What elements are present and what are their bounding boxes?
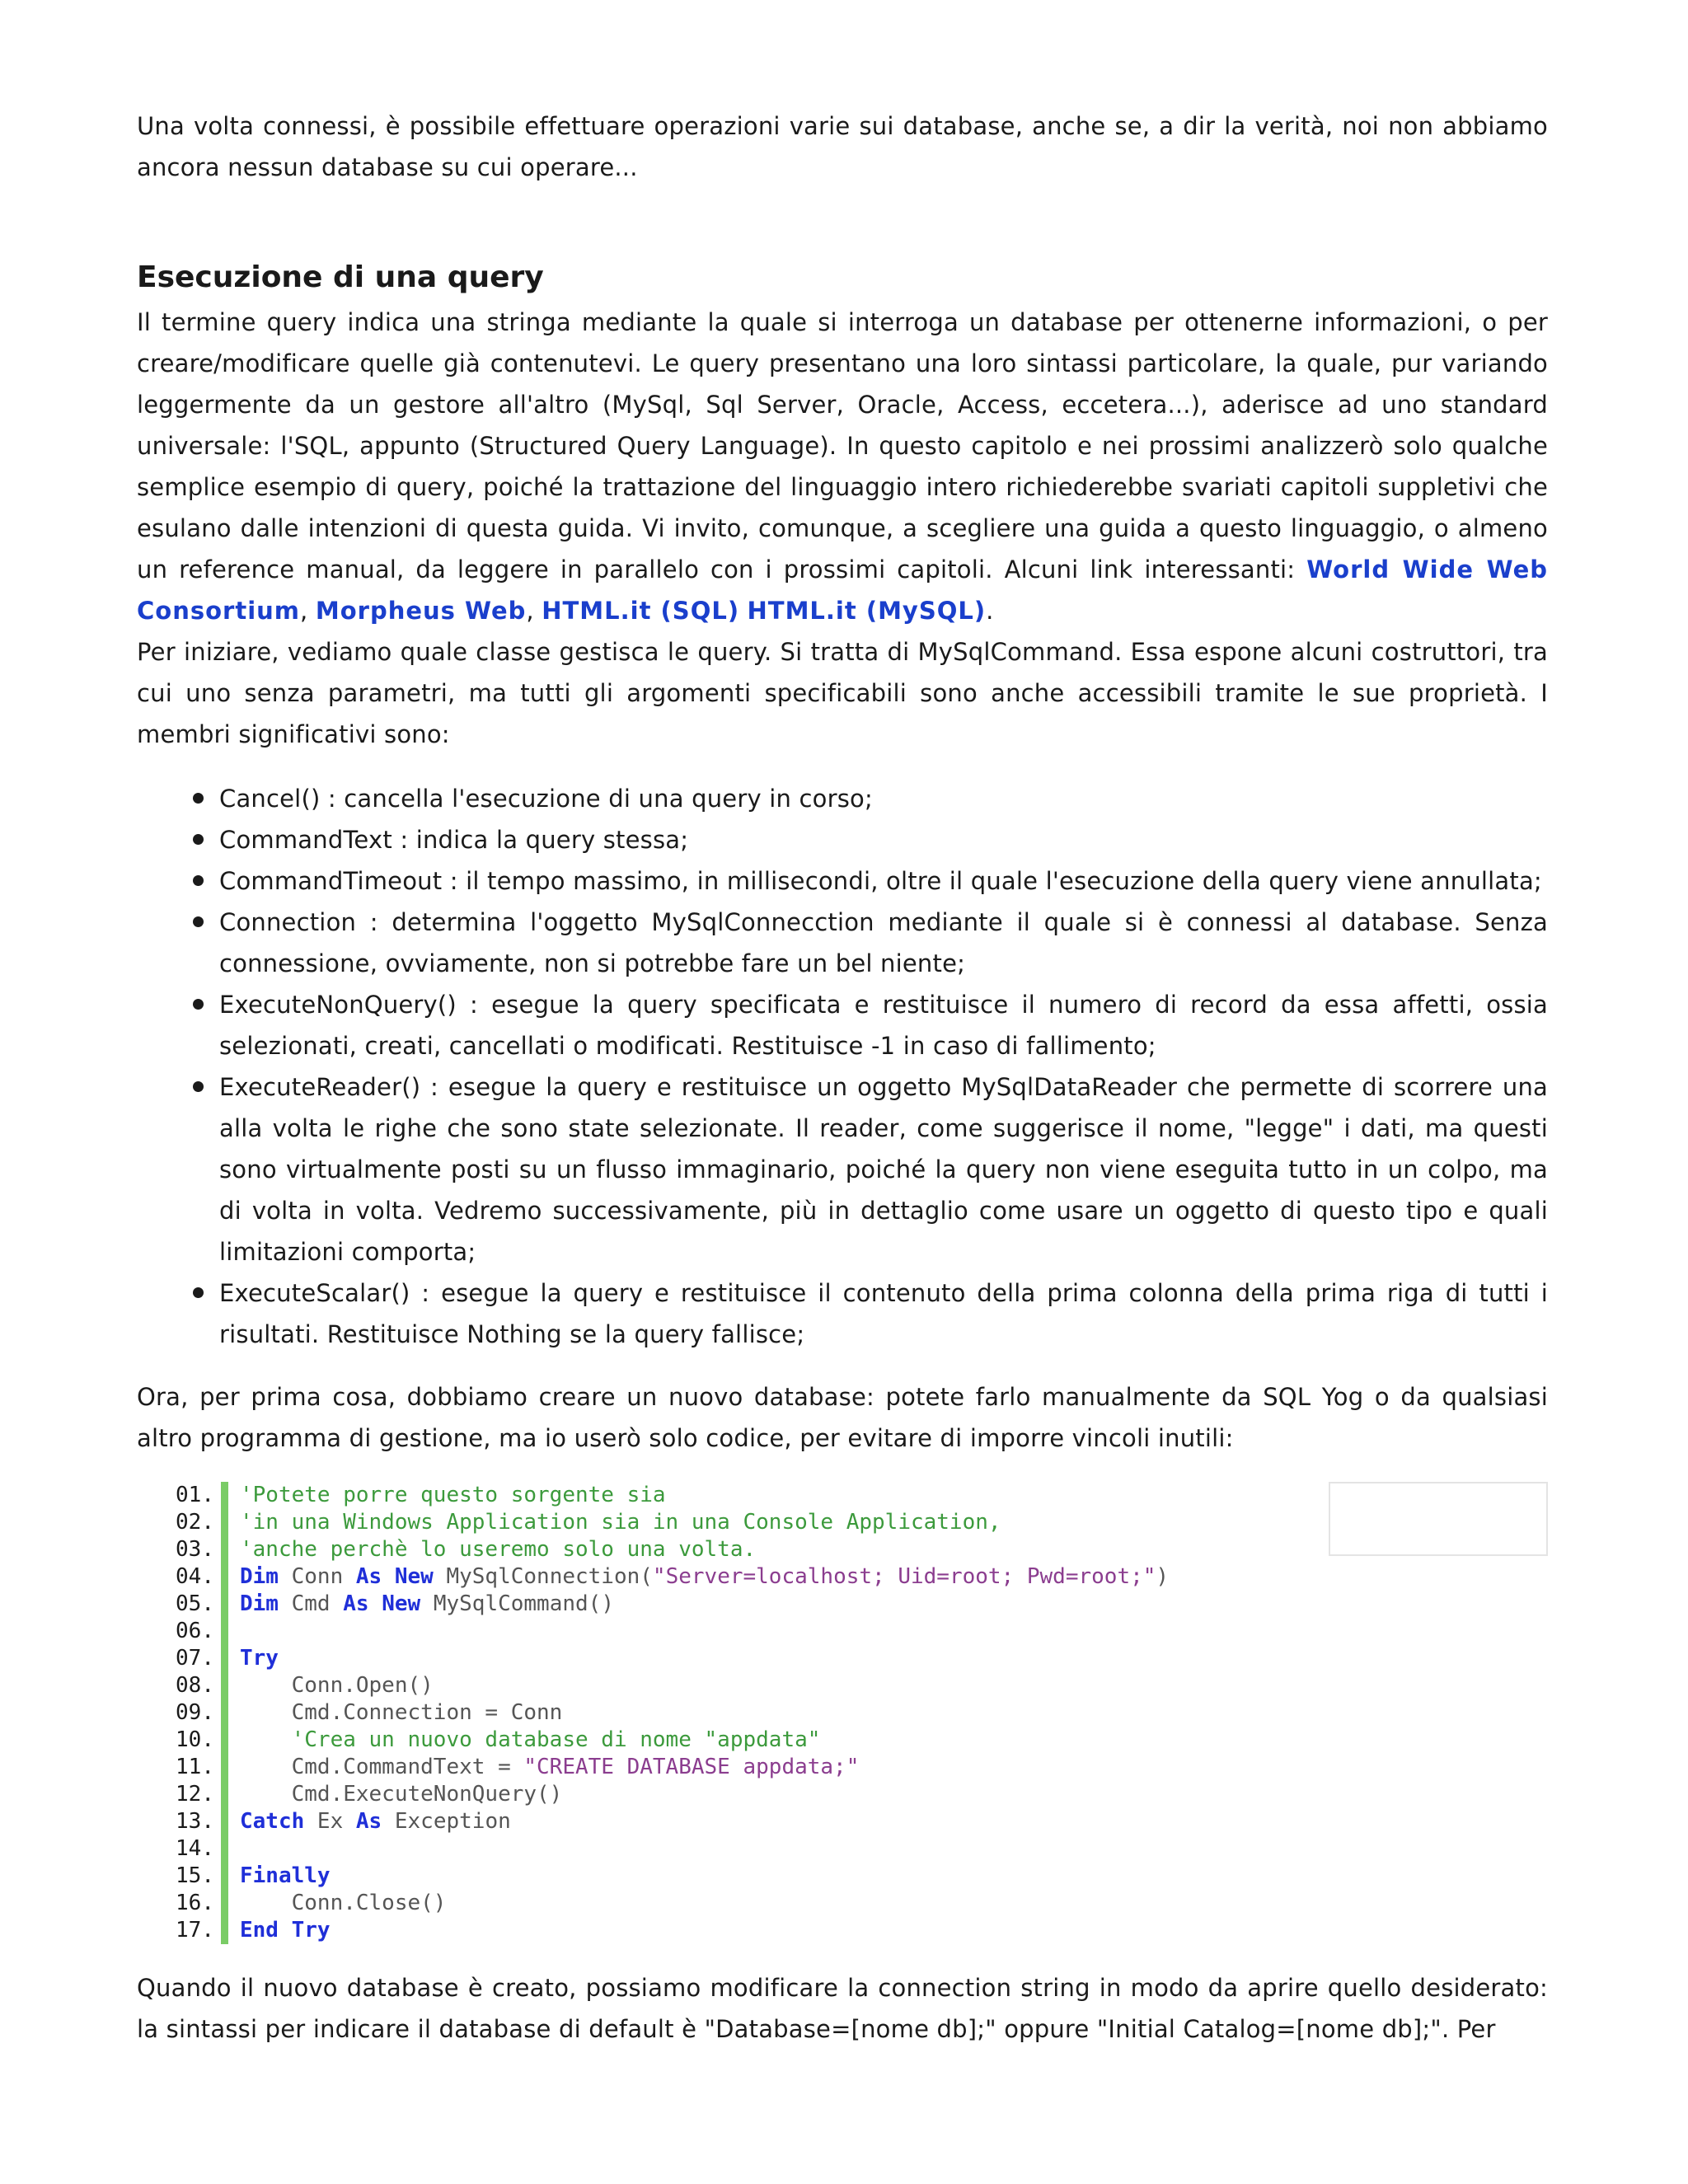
code-line: [170, 1563, 1548, 1591]
code-gutter-bar: [221, 1890, 228, 1917]
code-token-plain: Ex: [304, 1809, 356, 1834]
create-database-paragraph: Ora, per prima cosa, dobbiamo creare un nuovo database: potete farlo manualmente da SQL Yog o da qualsiasi altro programma di gestione, ma io userò solo codice, per evitare di imporre vincoli inutili:: [137, 1383, 1548, 1452]
line-number: 10.: [176, 1727, 214, 1752]
line-number: 14.: [176, 1836, 214, 1861]
code-token-plain: Conn.Open(): [240, 1673, 434, 1698]
list-item: CommandText : indica la query stessa;: [219, 819, 1548, 860]
code-token-kw: As: [355, 1809, 382, 1834]
code-line: [170, 1863, 1548, 1890]
line-number: 17.: [176, 1918, 214, 1943]
code-gutter-bar: [221, 1835, 228, 1863]
code-line: [170, 1645, 1548, 1672]
code-line: [170, 1618, 1548, 1645]
line-number: 07.: [176, 1646, 214, 1671]
code-gutter-bar: [221, 1563, 228, 1591]
line-number: 01.: [176, 1483, 214, 1507]
link-morpheus-web[interactable]: Morpheus Web: [315, 597, 527, 625]
code-source: [240, 1482, 666, 1509]
code-source: [240, 1808, 511, 1835]
code-token-kw: Try: [240, 1646, 279, 1671]
code-gutter-bar: [221, 1482, 228, 1509]
code-token-plain: Cmd: [278, 1591, 344, 1616]
code-token-plain: MySqlConnection(: [433, 1564, 653, 1589]
query-definition-paragraph: [137, 302, 1548, 631]
code-token-comment: 'Crea un nuovo database di nome "appdata": [240, 1727, 821, 1752]
code-toolbar-box: [1329, 1482, 1548, 1556]
link-separator: [739, 597, 747, 625]
connection-string-paragraph: Quando il nuovo database è creato, possiamo modificare la connection string in modo da aprire quello desiderato: la sintassi per indicare il database di default è "Database=[nome db];" oppure "Initial Catalog=[nome db];". Per: [137, 1974, 1548, 2043]
mysqlcommand-paragraph: Per iniziare, vediamo quale classe gestisca le query. Si tratta di MySqlCommand. Essa espone alcuni costruttori, tra cui uno senza parametri, ma tutti gli argomenti specificabili sono anche accessibili tramite le sue proprietà. I membri significativi sono:: [137, 638, 1548, 748]
line-number: 11.: [176, 1755, 214, 1779]
line-number: 04.: [176, 1564, 214, 1589]
code-line: [170, 1808, 1548, 1835]
code-source: [240, 1754, 859, 1781]
code-token-kw: End Try: [240, 1918, 331, 1943]
code-source: [240, 1536, 756, 1563]
link-separator: ,: [526, 597, 542, 625]
code-gutter-bar: [221, 1781, 228, 1808]
code-token-plain: Conn: [278, 1564, 356, 1589]
code-line: [170, 1754, 1548, 1781]
code-gutter-bar: [221, 1591, 228, 1618]
code-gutter-bar: [221, 1808, 228, 1835]
code-gutter-bar: [221, 1618, 228, 1645]
list-item: Cancel() : cancella l'esecuzione di una query in corso;: [219, 778, 1548, 819]
code-line: [170, 1781, 1548, 1808]
code-token-kw: Catch: [240, 1809, 305, 1834]
code-line: [170, 1591, 1548, 1618]
code-token-plain: MySqlCommand(): [420, 1591, 614, 1616]
line-number: 15.: [176, 1863, 214, 1888]
list-item: ExecuteNonQuery() : esegue la query specificata e restituisce il numero di record da essa affetti, ossia selezionati, creati, cancellati o modificati. Restituisce -1 in caso di fallimento;: [219, 984, 1548, 1066]
code-source: [240, 1863, 331, 1890]
code-token-comment: 'in una Windows Application sia in una Console Application,: [240, 1510, 1001, 1535]
code-token-comment: 'anche perchè lo useremo solo una volta.: [240, 1537, 757, 1562]
code-line: [170, 1835, 1548, 1863]
query-definition-text: Il termine query indica una stringa mediante la quale si interroga un database per ottenerne informazioni, o per creare/modificare quelle già contenutevi. Le query presentano una loro sintassi particolare, la quale, pur variando leggermente da un gestore all'altro (MySql, Sql Server, Oracle, Access, eccetera...), aderisce ad uno standard universale: l'SQL, appunto (Structured Query Language). In questo capitolo e nei prossimi analizzerò solo qualche semplice esempio di query, poiché la trattazione del linguaggio intero richiederebbe svariati capitoli suppletivi che esulano dalle intenzioni di questa guida. Vi invito, comunque, a scegliere una guida a questo linguaggio, o almeno un reference manual, da leggere in parallelo con i prossimi capitoli. Alcuni link interessanti:: [137, 308, 1548, 583]
code-token-plain: Cmd.Connection = Conn: [240, 1700, 563, 1725]
code-source: [240, 1509, 1001, 1536]
section-title: Esecuzione di una query: [137, 260, 544, 294]
code-source: [240, 1563, 1169, 1591]
code-gutter-bar: [221, 1727, 228, 1754]
list-item: ExecuteReader() : esegue la query e restituisce un oggetto MySqlDataReader che permette di scorrere una alla volta le righe che sono state selezionate. Il reader, come suggerisce il nome, "legge" i dati, ma questi sono virtualmente posti su un flusso immaginario, poiché la query non viene eseguita tutto in un colpo, ma di volta in volta. Vedremo successivamente, più in dettaglio come usare un oggetto di questo tipo e quali limitazioni comporta;: [219, 1066, 1548, 1272]
code-token-plain: Conn.Close(): [240, 1891, 447, 1915]
code-token-plain: Exception: [382, 1809, 511, 1834]
code-gutter-bar: [221, 1917, 228, 1944]
code-source: [240, 1781, 562, 1808]
code-line: [170, 1917, 1548, 1944]
line-number: 13.: [176, 1809, 214, 1834]
code-token-kw: Dim: [240, 1564, 279, 1589]
list-item: CommandTimeout : il tempo massimo, in millisecondi, oltre il quale l'esecuzione della query viene annullata;: [219, 860, 1548, 902]
line-number: 05.: [176, 1591, 214, 1616]
code-source: [240, 1727, 820, 1754]
code-gutter-bar: [221, 1509, 228, 1536]
code-token-plain: ): [1156, 1564, 1170, 1589]
list-item: Connection : determina l'oggetto MySqlConnecction mediante il quale si è connessi al database. Senza connessione, ovviamente, non si potrebbe fare un bel niente;: [219, 902, 1548, 984]
code-source: [240, 1645, 279, 1672]
code-source: [240, 1591, 614, 1618]
code-gutter-bar: [221, 1672, 228, 1699]
line-number: 09.: [176, 1700, 214, 1725]
code-token-str: "Server=localhost; Uid=root; Pwd=root;": [652, 1564, 1156, 1589]
link-htmlit-mysql[interactable]: HTML.it (MySQL): [747, 597, 987, 625]
code-token-kw: As New: [355, 1564, 434, 1589]
line-number: 06.: [176, 1619, 214, 1643]
sentence-end: .: [986, 597, 994, 625]
line-number: 16.: [176, 1891, 214, 1915]
code-source: [240, 1672, 434, 1699]
line-number: 02.: [176, 1510, 214, 1535]
code-token-plain: Cmd.ExecuteNonQuery(): [240, 1782, 563, 1807]
line-number: 12.: [176, 1782, 214, 1807]
members-list: [137, 778, 1548, 1355]
code-token-str: "CREATE DATABASE appdata;": [523, 1755, 860, 1779]
code-token-kw: Finally: [240, 1863, 331, 1888]
code-source: [240, 1890, 446, 1917]
code-source: [240, 1917, 331, 1944]
code-source: [240, 1699, 562, 1727]
code-gutter-bar: [221, 1645, 228, 1672]
link-separator: ,: [300, 597, 316, 625]
code-gutter-bar: [221, 1699, 228, 1727]
code-token-comment: 'Potete porre questo sorgente sia: [240, 1483, 666, 1507]
code-token-kw: As New: [343, 1591, 421, 1616]
line-number: 08.: [176, 1673, 214, 1698]
code-line: [170, 1699, 1548, 1727]
code-gutter-bar: [221, 1863, 228, 1890]
link-htmlit-sql[interactable]: HTML.it (SQL): [542, 597, 740, 625]
code-line: [170, 1890, 1548, 1917]
code-token-kw: Dim: [240, 1591, 279, 1616]
intro-paragraph: Una volta connessi, è possibile effettuare operazioni varie sui database, anche se, a dir la verità, noi non abbiamo ancora nessun database su cui operare...: [137, 112, 1548, 181]
code-line: [170, 1727, 1548, 1754]
code-block: [170, 1482, 1548, 1944]
code-gutter-bar: [221, 1536, 228, 1563]
code-token-plain: Cmd.CommandText =: [240, 1755, 524, 1779]
line-number: 03.: [176, 1537, 214, 1562]
list-item: ExecuteScalar() : esegue la query e restituisce il contenuto della prima colonna della prima riga di tutti i risultati. Restituisce Nothing se la query fallisce;: [219, 1272, 1548, 1355]
link-w3c[interactable]: World Wide Web Consortium: [137, 555, 1548, 625]
code-gutter-bar: [221, 1754, 228, 1781]
code-line: [170, 1672, 1548, 1699]
